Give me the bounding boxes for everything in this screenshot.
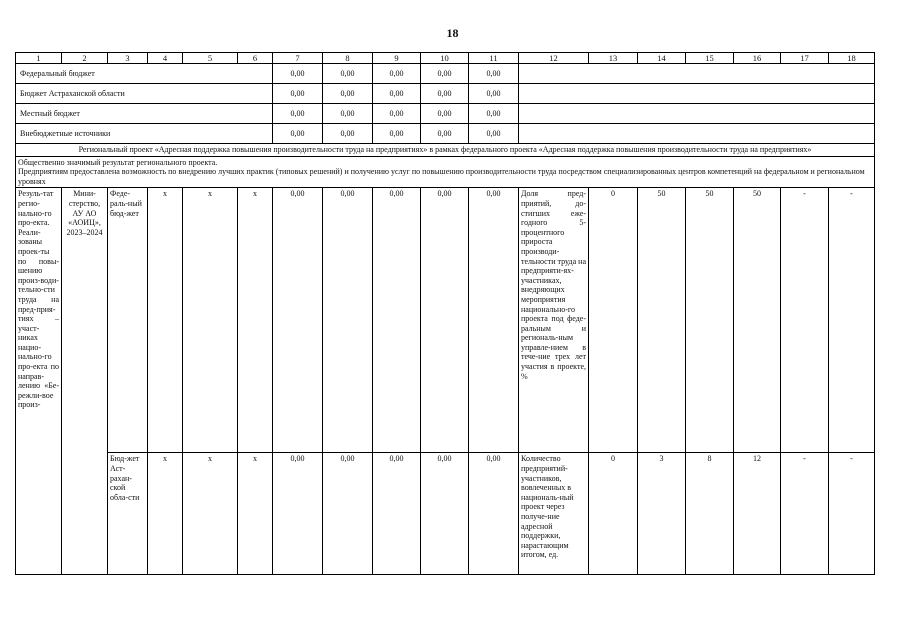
budget-row xyxy=(16,104,875,124)
budget-value: 0,00 xyxy=(373,84,421,104)
indicator-value: - xyxy=(781,188,829,453)
amount: 0,00 xyxy=(323,188,373,453)
empty-cell xyxy=(519,84,875,104)
amount: 0,00 xyxy=(421,188,469,453)
budget-value: 0,00 xyxy=(373,64,421,84)
amount: 0,00 xyxy=(373,453,421,575)
program-table xyxy=(15,52,875,575)
col-header: 4 xyxy=(148,53,183,64)
amount: 0,00 xyxy=(469,453,519,575)
budget-value: 0,00 xyxy=(323,84,373,104)
funding-source: Бюд-жет Аст-рахан-ской обла-сти xyxy=(108,453,148,575)
col-header: 13 xyxy=(589,53,638,64)
funding-source: Феде-раль-ный бюд-жет xyxy=(108,188,148,453)
col-header: 10 xyxy=(421,53,469,64)
budget-value: 0,00 xyxy=(469,104,519,124)
indicator-value: 50 xyxy=(686,188,734,453)
amount: 0,00 xyxy=(469,188,519,453)
indicator-value: - xyxy=(829,188,875,453)
budget-label: Федеральный бюджет xyxy=(16,64,273,84)
budget-value: 0,00 xyxy=(373,104,421,124)
col-header: 6 xyxy=(238,53,273,64)
budget-row xyxy=(16,84,875,104)
page-number: 18 xyxy=(446,26,459,40)
budget-value: 0,00 xyxy=(421,84,469,104)
col-header: 1 xyxy=(16,53,62,64)
budget-value: 0,00 xyxy=(323,124,373,144)
budget-value: 0,00 xyxy=(323,104,373,124)
budget-value: 0,00 xyxy=(469,124,519,144)
budget-label: Бюджет Астраханской области xyxy=(16,84,273,104)
indicator-value: - xyxy=(829,453,875,575)
indicator-value: 0 xyxy=(589,453,638,575)
col-header: 16 xyxy=(734,53,781,64)
indicator-text: Доля пред-приятий, до-стигших еже-годного 5-процентного прироста производи-тельности труда на предприяти-ях-участниках, внедряющих мероприятия национально-го проекта под феде-ральным и региональ-ным управле-нием в тече-ние трех лет участия в проекте, % xyxy=(519,188,589,453)
indicator-value: 8 xyxy=(686,453,734,575)
executor-cell: Мини-стерство, АУ АО «АОИЦ», 2023–2024 xyxy=(62,188,108,575)
indicator-value: 12 xyxy=(734,453,781,575)
budget-label: Местный бюджет xyxy=(16,104,273,124)
budget-label: Внебюджетные источники xyxy=(16,124,273,144)
budget-value: 0,00 xyxy=(421,104,469,124)
col-header: 17 xyxy=(781,53,829,64)
col-header: 7 xyxy=(273,53,323,64)
amount: 0,00 xyxy=(323,453,373,575)
x-mark: х xyxy=(183,188,238,453)
budget-row xyxy=(16,64,875,84)
col-header: 18 xyxy=(829,53,875,64)
budget-value: 0,00 xyxy=(273,124,323,144)
x-mark: х xyxy=(148,188,183,453)
col-header: 3 xyxy=(108,53,148,64)
empty-cell xyxy=(519,64,875,84)
indicator-value: 0 xyxy=(589,188,638,453)
budget-row xyxy=(16,124,875,144)
project-title: Региональный проект «Адресная поддержка повышения производительности труда на предприятиях» в рамках федерального проекта «Адресная поддержка повышения производительности труда на предприятиях» xyxy=(16,144,875,157)
indicator-value: 50 xyxy=(734,188,781,453)
result-heading: Общественно значимый результат регионального проекта. xyxy=(18,157,218,167)
empty-cell xyxy=(519,104,875,124)
col-header: 14 xyxy=(638,53,686,64)
table-row xyxy=(16,453,875,575)
col-header: 12 xyxy=(519,53,589,64)
indicator-value: - xyxy=(781,453,829,575)
x-mark: х xyxy=(238,188,273,453)
budget-value: 0,00 xyxy=(373,124,421,144)
budget-value: 0,00 xyxy=(469,84,519,104)
budget-value: 0,00 xyxy=(469,64,519,84)
budget-value: 0,00 xyxy=(273,64,323,84)
x-mark: х xyxy=(148,453,183,575)
indicator-value: 3 xyxy=(638,453,686,575)
project-title-row xyxy=(16,144,875,157)
table-row xyxy=(16,188,875,453)
amount: 0,00 xyxy=(273,453,323,575)
col-header: 11 xyxy=(469,53,519,64)
x-mark: х xyxy=(238,453,273,575)
col-header: 8 xyxy=(323,53,373,64)
budget-value: 0,00 xyxy=(421,124,469,144)
amount: 0,00 xyxy=(373,188,421,453)
col-header: 15 xyxy=(686,53,734,64)
column-number-row xyxy=(16,53,875,64)
result-description xyxy=(16,156,875,188)
budget-value: 0,00 xyxy=(273,84,323,104)
amount: 0,00 xyxy=(273,188,323,453)
x-mark: х xyxy=(183,453,238,575)
col-header: 5 xyxy=(183,53,238,64)
amount: 0,00 xyxy=(421,453,469,575)
col-header: 9 xyxy=(373,53,421,64)
empty-cell xyxy=(519,124,875,144)
indicator-text: Количество предприятий-участников, вовлеченных в националь-ный проект через получе-ние адресной поддержки, нарастающим итогом, ед. xyxy=(519,453,589,575)
result-body: Предприятиям предоставлена возможность по внедрению лучших практик (типовых решений) и получению услуг по повышению производительности труда посредством специализированных центров компетенций на федеральном и региональном уровнях xyxy=(18,167,865,186)
col-header: 2 xyxy=(62,53,108,64)
result-cell: Резуль-тат регио-нально-го про-екта. Реали-зованы проек-ты по повы-шению произ-води-тельно-сти труда на пред-прия-тиях – участ-никах нацио-нально-го про-екта по направ-лению «Бе-режли-вое произ- xyxy=(16,188,62,575)
budget-value: 0,00 xyxy=(273,104,323,124)
result-description-row xyxy=(16,156,875,188)
budget-value: 0,00 xyxy=(323,64,373,84)
budget-value: 0,00 xyxy=(421,64,469,84)
indicator-value: 50 xyxy=(638,188,686,453)
